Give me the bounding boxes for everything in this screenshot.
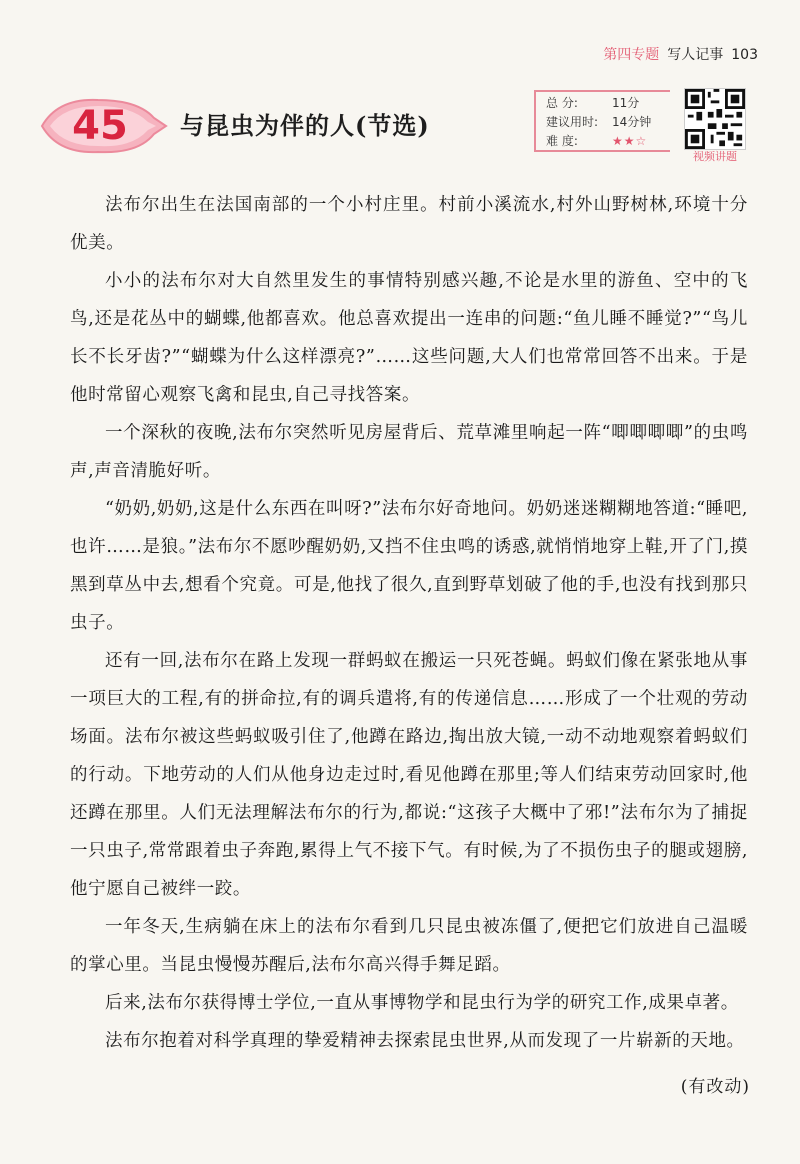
adaptation-note: (有改动) — [680, 1077, 750, 1097]
lesson-number: 45 — [72, 103, 128, 149]
lesson-title: 与昆虫为伴的人(节选) — [180, 111, 430, 140]
lesson-badge — [36, 96, 168, 156]
section-label: 写人记事 — [667, 47, 724, 63]
total-score-label: 总 分: — [546, 96, 578, 110]
paragraph: 一年冬天,生病躺在床上的法布尔看到几只昆虫被冻僵了,便把它们放进自己温暖的掌心里。当昆虫慢慢苏醒后,法布尔高兴得手舞足蹈。 — [70, 917, 748, 975]
paragraph: 一个深秋的夜晚,法布尔突然听见房屋背后、荒草滩里响起一阵“唧唧唧唧”的虫鸣声,声音清脆好听。 — [70, 423, 748, 481]
paragraph: 后来,法布尔获得博士学位,一直从事博物学和昆虫行为学的研究工作,成果卓著。 — [105, 993, 739, 1013]
total-score-value: 11分 — [612, 96, 640, 110]
difficulty-stars: ★★☆ — [612, 134, 648, 148]
paragraph: 小小的法布尔对大自然里发生的事情特别感兴趣,不论是水里的游鱼、空中的飞鸟,还是花丛中的蝴蝶,他都喜欢。他总喜欢提出一连串的问题:“鱼儿睡不睡觉?”“鸟儿长不长牙齿?”“蝴蝶为什么这样漂亮?”……这些问题,大人们也常常回答不出来。于是他时常留心观察飞禽和昆虫,自己寻找答案。 — [70, 271, 748, 405]
page-header — [603, 44, 758, 64]
chapter-label: 第四专题 — [603, 47, 660, 63]
suggested-time-value: 14分钟 — [612, 115, 652, 129]
qr-code-icon[interactable] — [684, 88, 746, 150]
paragraph: 法布尔出生在法国南部的一个小村庄里。村前小溪流水,村外山野树林,环境十分优美。 — [70, 195, 748, 253]
page-number: 103 — [731, 47, 758, 63]
difficulty-label: 难 度: — [546, 134, 578, 148]
suggested-time-label: 建议用时: — [546, 115, 599, 129]
paragraph: 还有一回,法布尔在路上发现一群蚂蚁在搬运一只死苍蝇。蚂蚁们像在紧张地从事一项巨大的工程,有的拼命拉,有的调兵遣将,有的传递信息……形成了一个壮观的劳动场面。法布尔被这些蚂蚁吸引住了,他蹲在路边,掏出放大镜,一动不动地观察着蚂蚁们的行动。下地劳动的人们从他身边走过时,看见他蹲在那里;等人们结束劳动回家时,他还蹲在那里。人们无法理解法布尔的行为,都说:“这孩子大概中了邪!”法布尔为了捕捉一只虫子,常常跟着虫子奔跑,累得上气不接下气。有时候,为了不损伤虫子的腿或翅膀,他宁愿自己被绊一跤。 — [70, 651, 748, 899]
paragraph: “奶奶,奶奶,这是什么东西在叫呀?”法布尔好奇地问。奶奶迷迷糊糊地答道:“睡吧,也许……是狼。”法布尔不愿吵醒奶奶,又挡不住虫鸣的诱惑,就悄悄地穿上鞋,开了门,摸黑到草丛中去,想看个究竟。可是,他找了很久,直到野草划破了他的手,也没有找到那只虫子。 — [70, 499, 748, 633]
info-box — [534, 90, 670, 152]
qr-code-label: 视频讲题 — [693, 150, 737, 163]
paragraph: 法布尔抱着对科学真理的挚爱精神去探索昆虫世界,从而发现了一片崭新的天地。 — [105, 1031, 745, 1051]
article-body — [70, 186, 748, 1060]
